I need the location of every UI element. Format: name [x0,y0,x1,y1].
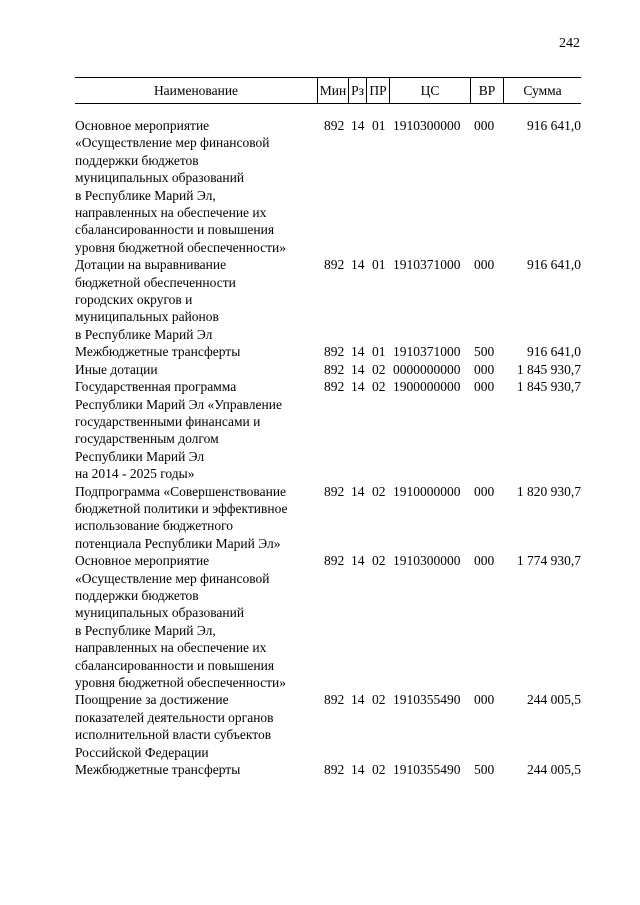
table-row [75,256,581,343]
row-vr: 000 [474,361,495,377]
row-sum: 1 845 930,7 [516,379,581,395]
row-name [75,361,318,378]
row-pr: 01 [372,118,386,133]
row-name-line: «Осуществление мер финансовой [75,570,270,586]
row-rz: 14 [351,483,365,499]
row-min: 892 [324,483,345,499]
table-row [75,117,581,256]
row-name-line: Подпрограмма «Совершенствование [75,483,287,499]
row-cs: 1910371000 [393,257,461,273]
row-min: 892 [324,553,345,569]
row-name-line: Поощрение за достижение [75,692,229,708]
row-cs: 1910371000 [393,344,461,360]
row-rz: 14 [351,118,365,133]
row-name [75,343,318,360]
row-min: 892 [324,692,345,708]
table-row [75,691,581,761]
row-name-line: Государственная программа [75,379,237,395]
row-sum: 1 820 930,7 [516,483,581,499]
table-row [75,483,581,553]
row-sum: 916 641,0 [527,257,581,273]
row-vr: 500 [474,762,495,778]
row-name-line: Иные дотации [75,361,158,377]
table-row [75,361,581,378]
row-name-line: уровня бюджетной обеспеченности» [75,675,287,690]
row-name-line: государственным долгом [75,431,219,447]
row-pr: 02 [372,361,386,377]
row-name-line: государственными финансами и [75,413,261,429]
table-row [75,378,581,482]
page-number: 242 [559,36,580,51]
row-vr: 500 [474,344,495,360]
row-pr: 02 [372,762,386,778]
row-min: 892 [324,762,345,778]
row-vr: 000 [474,692,495,708]
row-pr: 02 [372,553,386,569]
row-name [75,552,318,691]
row-name-line: уровня бюджетной обеспеченности» [75,239,287,255]
row-min: 892 [324,257,345,273]
row-rz: 14 [351,379,365,395]
table-body [75,117,581,778]
row-sum: 244 005,5 [527,692,581,708]
row-name-line: Республики Марий Эл [75,448,205,464]
row-name [75,378,318,482]
table-header [75,77,581,104]
row-cs: 1910355490 [393,762,461,778]
row-name-line: в Республике Марий Эл [75,326,213,342]
row-sum: 244 005,5 [527,762,581,778]
row-name-line: Основное мероприятие [75,553,210,569]
row-vr: 000 [474,257,495,273]
row-name [75,483,318,553]
row-name-line: поддержки бюджетов [75,587,199,603]
row-vr: 000 [474,118,495,133]
header-cs: ЦС [420,83,440,98]
header-pr: ПР [369,83,387,98]
row-name-line: на 2014 - 2025 годы» [75,466,195,482]
row-name-line: в Республике Марий Эл, [75,622,216,638]
row-rz: 14 [351,344,365,360]
row-name-line: муниципальных образований [75,605,245,621]
row-cs: 1910355490 [393,692,461,708]
row-min: 892 [324,118,345,133]
row-name-line: сбалансированности и повышения [75,222,275,238]
row-name-line: Республики Марий Эл «Управление [75,396,282,412]
table-row [75,552,581,691]
row-name-line: направленных на обеспечение их [75,205,267,221]
table-row [75,761,581,778]
row-name [75,117,318,256]
header-min: Мин [319,83,347,98]
row-min: 892 [324,379,345,395]
row-name-line: муниципальных районов [75,309,219,325]
row-name-line: муниципальных образований [75,170,245,186]
row-cs: 1910300000 [393,118,461,133]
row-min: 892 [324,344,345,360]
header-rz: Рз [351,83,364,98]
row-name-line: Межбюджетные трансферты [75,344,241,360]
row-pr: 01 [372,344,386,360]
row-rz: 14 [351,762,365,778]
row-name-line: Основное мероприятие [75,118,210,133]
row-cs: 0000000000 [393,361,461,377]
row-vr: 000 [474,483,495,499]
row-name-line: направленных на обеспечение их [75,640,267,656]
header-name: Наименование [153,83,239,98]
row-name [75,761,318,778]
row-name [75,256,318,343]
row-name-line: Межбюджетные трансферты [75,762,241,778]
row-rz: 14 [351,553,365,569]
row-name-line: использование бюджетного [75,518,234,534]
row-name-line: показателей деятельности органов [75,709,274,725]
row-name-line: городских округов и [75,292,193,308]
row-name-line: исполнительной власти субъектов [75,727,272,743]
row-sum: 1 774 930,7 [516,553,581,569]
row-sum: 1 845 930,7 [516,361,581,377]
row-rz: 14 [351,257,365,273]
row-name-line: Российской Федерации [75,744,209,760]
row-cs: 1910000000 [393,483,461,499]
row-pr: 02 [372,692,386,708]
row-vr: 000 [474,553,495,569]
row-name-line: поддержки бюджетов [75,152,199,168]
row-sum: 916 641,0 [527,344,581,360]
row-name-line: сбалансированности и повышения [75,657,275,673]
row-name-line: потенциала Республики Марий Эл» [75,535,281,551]
row-pr: 02 [372,483,386,499]
row-name-line: Дотации на выравнивание [75,257,227,273]
row-cs: 1900000000 [393,379,461,395]
header-sum: Сумма [523,83,562,98]
row-name-line: в Республике Марий Эл, [75,187,216,203]
row-pr: 01 [372,257,386,273]
header-vr: ВР [478,83,496,98]
row-name-line: бюджетной политики и эффективное [75,500,288,516]
row-name [75,691,318,761]
row-name-line: «Осуществление мер финансовой [75,135,270,151]
row-rz: 14 [351,692,365,708]
row-sum: 916 641,0 [527,118,581,133]
row-pr: 02 [372,379,386,395]
table-row [75,343,581,360]
row-min: 892 [324,361,345,377]
row-rz: 14 [351,361,365,377]
row-cs: 1910300000 [393,553,461,569]
row-vr: 000 [474,379,495,395]
row-name-line: бюджетной обеспеченности [75,274,236,290]
